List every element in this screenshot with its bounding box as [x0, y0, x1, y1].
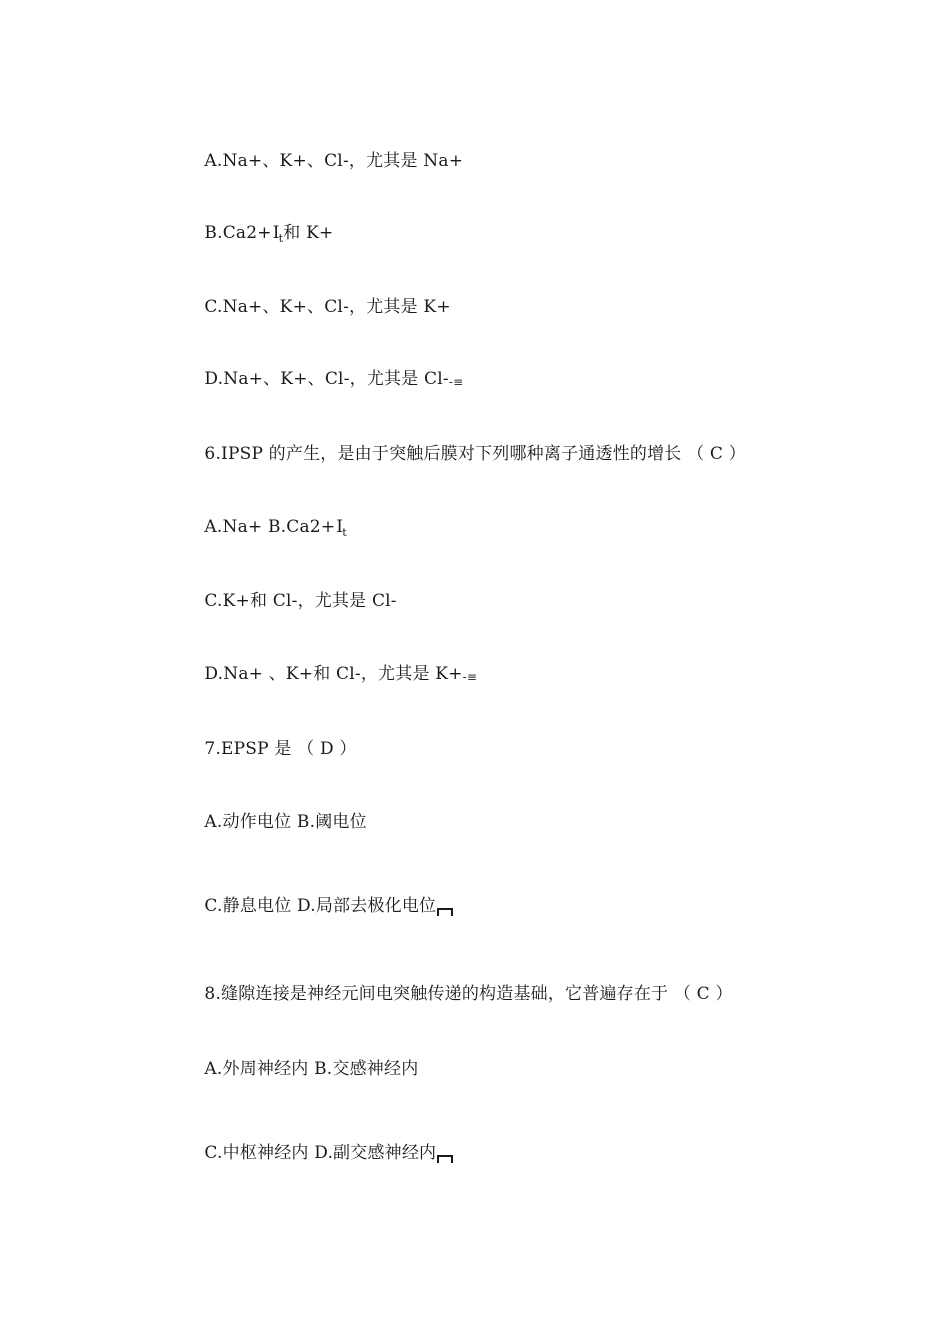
- question-text: 8.缝隙连接是神经元间电突触传递的构造基础，它普遍存在于 （ C ）: [204, 984, 733, 1004]
- ocr-artifact-subscript: t: [278, 232, 284, 245]
- question-5-option-b: [182, 200, 333, 272]
- question-5-option-a: [182, 128, 463, 194]
- option-text: C.Na+、K+、Cl-，尤其是 K+: [204, 297, 451, 317]
- question-6-option-d: [182, 641, 477, 710]
- question-5-option-c: [182, 274, 451, 340]
- ocr-artifact-subscript: t: [342, 526, 347, 539]
- option-text: A.外周神经内 B.交感神经内: [204, 1059, 419, 1079]
- option-text: D.Na+ 、K+和 Cl-，尤其是 K+: [204, 664, 463, 684]
- question-6-options-ab: [182, 494, 347, 566]
- question-8-stem: [182, 961, 733, 1027]
- ocr-artifact-mark: I: [336, 517, 344, 537]
- option-text: A.Na+、K+、Cl-，尤其是 Na+: [204, 151, 464, 171]
- question-6-option-c: [182, 568, 397, 634]
- option-text: D.Na+、K+、Cl-，尤其是 Cl-: [204, 369, 449, 389]
- question-5-option-d: [182, 346, 463, 415]
- ocr-artifact-bracket: [437, 1155, 453, 1163]
- ocr-artifact-mark: -≡: [462, 670, 478, 684]
- question-7-options-ab: [182, 789, 367, 855]
- option-text: A.动作电位 B.阈电位: [204, 812, 367, 832]
- option-text: A.Na+ B.Ca2+: [204, 517, 336, 537]
- option-text: C.中枢神经内 D.副交感神经内: [204, 1143, 437, 1163]
- option-text: C.K+和 Cl-，尤其是 Cl-: [204, 591, 397, 611]
- ocr-artifact-mark: -≡: [448, 375, 464, 389]
- ocr-artifact-bracket: [437, 908, 453, 916]
- option-text-rest: 和 K+: [283, 223, 334, 243]
- option-text: C.静息电位 D.局部去极化电位: [204, 896, 437, 916]
- question-text: 6.IPSP 的产生，是由于突触后膜对下列哪种离子通透性的增长 （ C ）: [204, 444, 746, 464]
- question-7-options-cd: [182, 873, 453, 939]
- question-7-stem: [182, 716, 357, 782]
- question-text: 7.EPSP 是 （ D ）: [204, 739, 357, 759]
- question-6-stem: [182, 421, 746, 487]
- question-8-options-ab: [182, 1036, 418, 1102]
- option-text: B.Ca2+: [204, 223, 272, 243]
- question-8-options-cd: [182, 1120, 453, 1186]
- ocr-artifact-mark: I: [272, 223, 280, 243]
